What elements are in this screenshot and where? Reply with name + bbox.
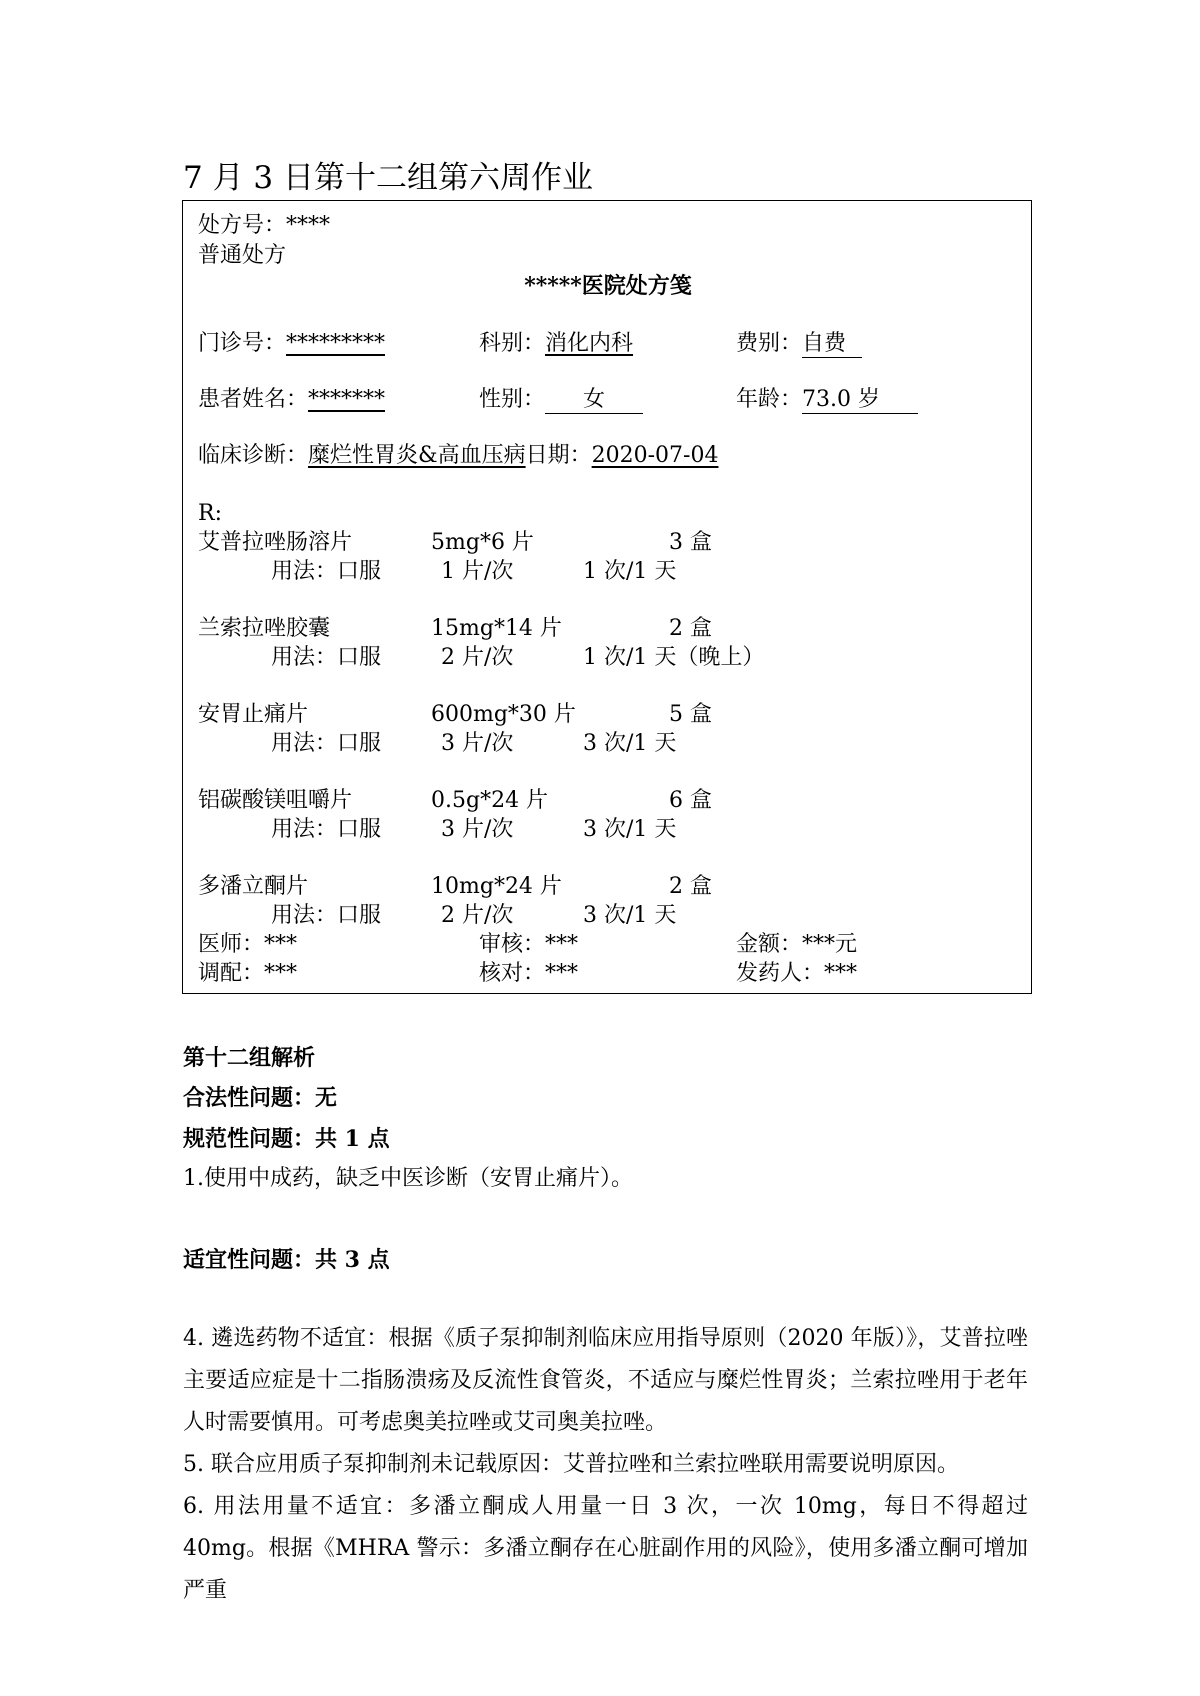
- analysis-heading: 第十二组解析: [183, 1045, 316, 1071]
- sex-field: [479, 385, 643, 415]
- rx-type: 普通处方: [198, 243, 287, 268]
- clinic-no-label: 门诊号：: [198, 331, 287, 356]
- drug-freq: 3 次/1 天: [583, 903, 677, 928]
- drug-dose: 1 片/次: [441, 559, 514, 584]
- standard-item: 1.使用中成药，缺乏中医诊断（安胃止痛片）。: [183, 1166, 633, 1191]
- dispenser-signature: 调配：***: [198, 961, 298, 986]
- checker-signature: 核对：***: [479, 961, 579, 986]
- legality-heading: 合法性问题：无: [183, 1085, 338, 1111]
- drug-name: 铝碳酸镁咀嚼片: [198, 788, 353, 813]
- prescription-form: [182, 200, 1032, 994]
- drug-name: 兰索拉唑胶囊: [198, 616, 331, 641]
- suitability-heading: 适宜性问题：共 3 点: [183, 1247, 390, 1273]
- rx-number: 处方号：****: [198, 213, 331, 238]
- clinic-no-value: *********: [286, 331, 386, 356]
- drug-spec: 600mg*30 片: [431, 702, 576, 727]
- drug-spec: 0.5g*24 片: [431, 788, 549, 813]
- page-title: 7 月 3 日第十二组第六周作业: [183, 160, 594, 196]
- sex-value: 女: [545, 387, 643, 414]
- drug-usage: 用法：口服: [271, 903, 382, 928]
- patient-name-value: *******: [308, 387, 386, 412]
- age-field: [736, 385, 918, 415]
- age-value: 73.0 岁: [802, 387, 918, 414]
- rx-mark: R:: [198, 501, 222, 526]
- drug-spec: 10mg*24 片: [431, 874, 562, 899]
- drug-name: 艾普拉唑肠溶片: [198, 530, 353, 555]
- drug-freq: 1 次/1 天: [583, 559, 677, 584]
- diagnosis-label: 临床诊断：: [198, 443, 309, 468]
- age-label: 年龄：: [736, 387, 803, 412]
- drug-qty: 2 盒: [669, 616, 712, 641]
- drug-dose: 3 片/次: [441, 817, 514, 842]
- drug-usage: 用法：口服: [271, 645, 382, 670]
- department-label: 科别：: [479, 331, 546, 356]
- drug-freq: 1 次/1 天（晚上）: [583, 645, 765, 670]
- drug-usage: 用法：口服: [271, 731, 382, 756]
- drug-usage: 用法：口服: [271, 559, 382, 584]
- date-value: 2020-07-04: [591, 443, 719, 468]
- doctor-signature: 医师：***: [198, 932, 298, 957]
- suitability-item: 6. 用法用量不适宜：多潘立酮成人用量一日 3 次，一次 10mg，每日不得超过 40mg。根据《MHRA 警示：多潘立酮存在心脏副作用的风险》，使用多潘立酮可增加严重: [183, 1494, 1028, 1603]
- drug-freq: 3 次/1 天: [583, 731, 677, 756]
- reviewer-signature: 审核：***: [479, 932, 579, 957]
- drug-qty: 2 盒: [669, 874, 712, 899]
- drug-freq: 3 次/1 天: [583, 817, 677, 842]
- patient-name-label: 患者姓名：: [198, 387, 309, 412]
- drug-name: 安胃止痛片: [198, 702, 309, 727]
- diagnosis-value: 糜烂性胃炎&高血压病: [308, 443, 526, 468]
- department-field: [479, 329, 633, 359]
- drug-spec: 15mg*14 片: [431, 616, 562, 641]
- fee-type-label: 费别：: [736, 331, 803, 356]
- fee-type-value: 自费: [802, 331, 862, 358]
- suitability-item: 5. 联合应用质子泵抑制剂未记载原因：艾普拉唑和兰索拉唑联用需要说明原因。: [183, 1452, 959, 1477]
- drug-dose: 2 片/次: [441, 645, 514, 670]
- drug-qty: 6 盒: [669, 788, 712, 813]
- hospital-title: *****医院处方笺: [524, 273, 692, 299]
- sex-label: 性别：: [479, 387, 546, 412]
- amount: 金额：***元: [736, 932, 858, 957]
- drug-qty: 3 盒: [669, 530, 712, 555]
- drug-dose: 3 片/次: [441, 731, 514, 756]
- drug-usage: 用法：口服: [271, 817, 382, 842]
- drug-qty: 5 盒: [669, 702, 712, 727]
- clinic-no-field: [198, 329, 385, 359]
- suitability-item: 4. 遴选药物不适宜：根据《质子泵抑制剂临床应用指导原则（2020 年版）》，艾普拉唑主要适应症是十二指肠溃疡及反流性食管炎，不适应与糜烂性胃炎；兰索拉唑用于老年人时需要慎用。可考虑奥美拉唑或艾司奥美拉唑。: [183, 1326, 1028, 1435]
- drug-name: 多潘立酮片: [198, 874, 309, 899]
- patient-name-field: [198, 385, 385, 415]
- drug-dose: 2 片/次: [441, 903, 514, 928]
- issuer-signature: 发药人：***: [736, 961, 858, 986]
- drug-spec: 5mg*6 片: [431, 530, 534, 555]
- diagnosis-field: [198, 441, 718, 471]
- date-label: 日期：: [525, 443, 592, 468]
- standard-heading: 规范性问题：共 1 点: [183, 1126, 390, 1152]
- department-value: 消化内科: [545, 331, 634, 356]
- fee-type-field: [736, 329, 862, 359]
